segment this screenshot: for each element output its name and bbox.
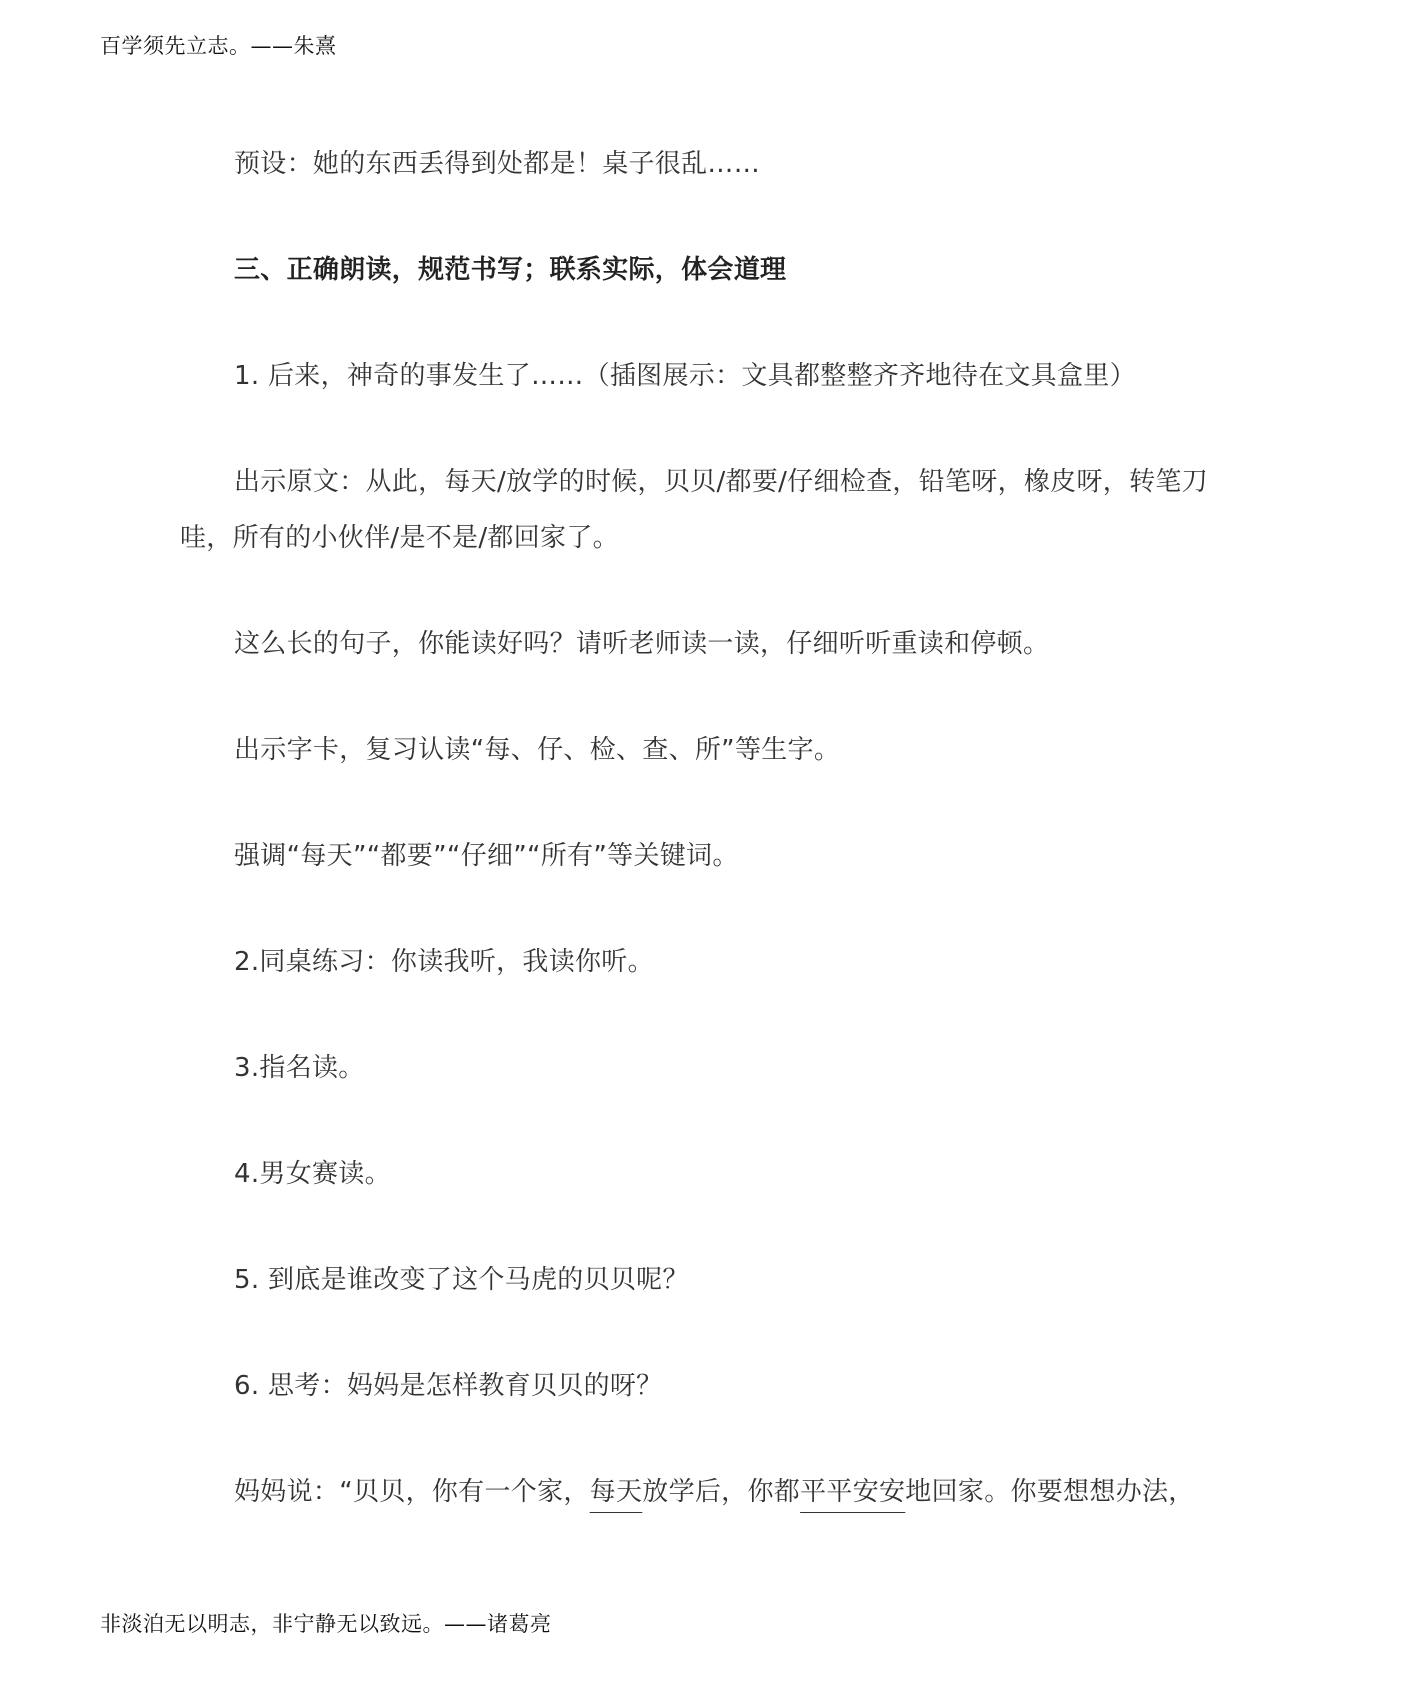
mother-says-underlined-2: 平平安安: [800, 1477, 906, 1507]
paragraph-original-text: 出示原文：从此，每天/放学的时候，贝贝/都要/仔细检查，铅笔呀，橡皮呀，转笔刀哇，所有的小伙伴/是不是/都回家了。: [180, 467, 1208, 553]
paragraph-item-2: 2.同桌练习：你读我听，我读你听。: [234, 947, 654, 977]
paragraph-word-cards: 出示字卡，复习认读“每、仔、检、查、所”等生字。: [234, 735, 841, 765]
mother-says-text-3: 地回家。你要想想办法，: [905, 1477, 1195, 1507]
paragraph-preset: 预设：她的东西丢得到处都是！桌子很乱……: [234, 149, 761, 179]
paragraph-item-5: 5. 到底是谁改变了这个马虎的贝贝呢？: [234, 1265, 689, 1295]
paragraph-item-6: 6. 思考：妈妈是怎样教育贝贝的呀？: [234, 1371, 663, 1401]
section-heading: 三、正确朗读，规范书写；联系实际，体会道理: [234, 255, 787, 285]
footer-quote: 非淡泊无以明志，非宁静无以致远。——诸葛亮: [100, 1612, 552, 1636]
document-body: [180, 136, 1240, 1570]
paragraph-item-3: 3.指名读。: [234, 1053, 365, 1083]
mother-says-text-1: 妈妈说：“贝贝，你有一个家，: [234, 1477, 590, 1507]
paragraph-item-1: 1. 后来，神奇的事发生了……（插图展示：文具都整整齐齐地待在文具盒里）: [234, 361, 1136, 391]
paragraph-item-4: 4.男女赛读。: [234, 1159, 391, 1189]
paragraph-keywords: 强调“每天”“都要”“仔细”“所有”等关键词。: [234, 841, 739, 871]
header-quote: 百学须先立志。——朱熹: [100, 34, 337, 58]
mother-says-underlined-1: 每天: [589, 1477, 643, 1507]
mother-says-text-2: 放学后，你都: [642, 1477, 801, 1507]
paragraph-mother-says: [180, 1464, 1240, 1520]
paragraph-long-sentence: 这么长的句子，你能读好吗？请听老师读一读，仔细听听重读和停顿。: [234, 629, 1050, 659]
